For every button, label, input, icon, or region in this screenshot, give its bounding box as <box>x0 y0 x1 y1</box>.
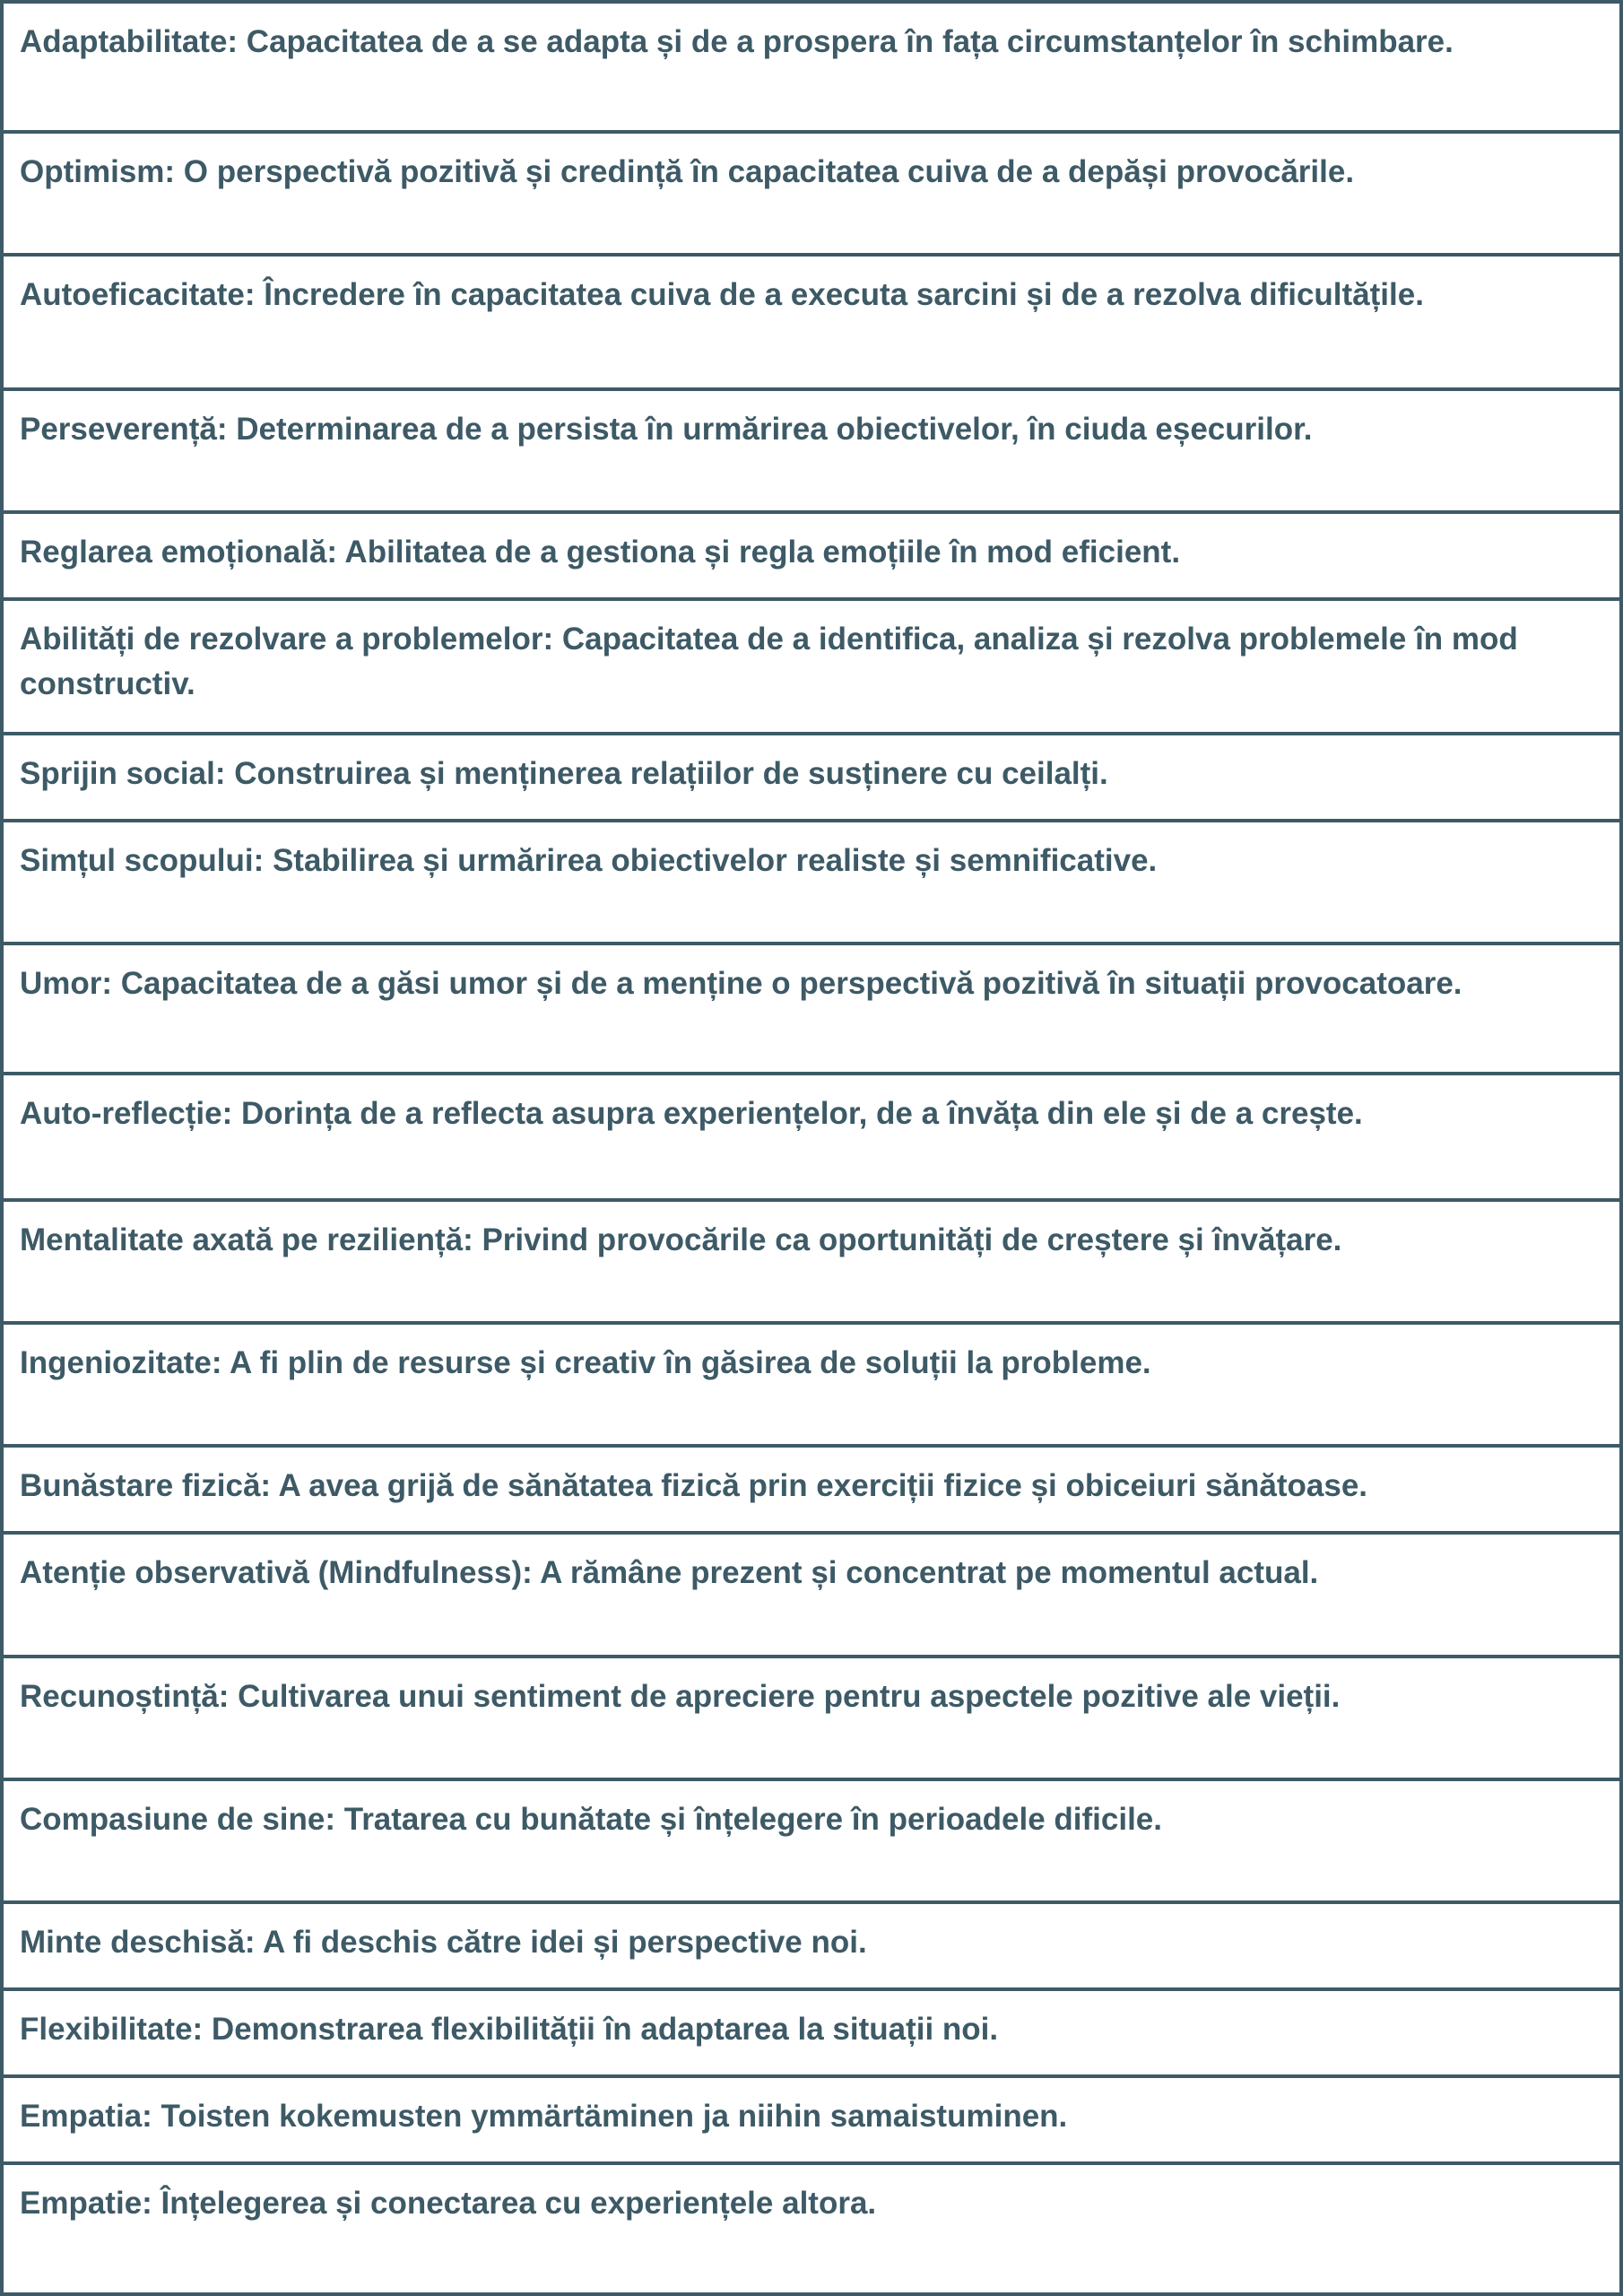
table-row <box>4 1535 1619 1658</box>
table-row <box>4 2078 1619 2165</box>
row-text: Ingeniozitate: A fi plin de resurse și creativ în găsirea de soluții la probleme. <box>20 1345 1151 1380</box>
row-text: Umor: Capacitatea de a găsi umor și de a menține o perspectivă pozitivă în situații provocatoare. <box>20 966 1462 1001</box>
table-row <box>4 514 1619 601</box>
table-row <box>4 1448 1619 1535</box>
row-text: Sprijin social: Construirea și menținerea relațiilor de susținere cu ceilalți. <box>20 756 1108 791</box>
table-row <box>4 1075 1619 1202</box>
row-text: Compasiune de sine: Tratarea cu bunătate și înțelegere în perioadele dificile. <box>20 1802 1162 1837</box>
row-text: Recunoștință: Cultivarea unui sentiment de apreciere pentru aspectele pozitive ale vieții. <box>20 1679 1341 1714</box>
table-row <box>4 1904 1619 1991</box>
table-row <box>4 822 1619 945</box>
row-text: Minte deschisă: A fi deschis către idei și perspective noi. <box>20 1925 867 1960</box>
table-row <box>4 1991 1619 2078</box>
table-row <box>4 391 1619 514</box>
row-text: Simțul scopului: Stabilirea și urmărirea obiectivelor realiste și semnificative. <box>20 843 1158 878</box>
row-text: Empatie: Înțelegerea și conectarea cu experiențele altora. <box>20 2186 877 2221</box>
row-text: Bunăstare fizică: A avea grijă de sănătatea fizică prin exerciții fizice și obiceiuri sănătoase. <box>20 1468 1368 1503</box>
table-row <box>4 4 1619 134</box>
row-text: Abilități de rezolvare a problemelor: Capacitatea de a identifica, analiza și rezolva problemele în mod constructiv. <box>20 622 1518 701</box>
table-row <box>4 735 1619 822</box>
row-text: Empatia: Toisten kokemusten ymmärtäminen ja niihin samaistuminen. <box>20 2099 1068 2134</box>
table-row <box>4 134 1619 257</box>
table-row <box>4 257 1619 391</box>
table-row <box>4 1202 1619 1325</box>
row-text: Optimism: O perspectivă pozitivă și credință în capacitatea cuiva de a depăși provocările. <box>20 154 1355 189</box>
row-text: Perseverență: Determinarea de a persista în urmărirea obiectivelor, în ciuda eșecurilor. <box>20 412 1313 447</box>
table-row <box>4 601 1619 735</box>
row-text: Mentalitate axată pe reziliență: Privind provocările ca oportunități de creștere și învățare. <box>20 1222 1342 1257</box>
row-text: Reglarea emoțională: Abilitatea de a gestiona și regla emoțiile în mod eficient. <box>20 535 1181 570</box>
row-text: Flexibilitate: Demonstrarea flexibilității în adaptarea la situații noi. <box>20 2012 999 2047</box>
row-text: Atenție observativă (Mindfulness): A rămâne prezent și concentrat pe momentul actual. <box>20 1555 1319 1590</box>
table-row <box>4 1781 1619 1904</box>
row-text: Autoeficacitate: Încredere în capacitatea cuiva de a executa sarcini și de a rezolva dificultățile. <box>20 277 1424 312</box>
row-text: Auto-reflecție: Dorința de a reflecta asupra experiențelor, de a învăța din ele și de a crește. <box>20 1096 1363 1131</box>
table-row <box>4 945 1619 1075</box>
table-row <box>4 1325 1619 1448</box>
row-text: Adaptabilitate: Capacitatea de a se adapta și de a prospera în fața circumstanțelor în schimbare. <box>20 24 1454 59</box>
table-row <box>4 1658 1619 1781</box>
table-row <box>4 2165 1619 2292</box>
